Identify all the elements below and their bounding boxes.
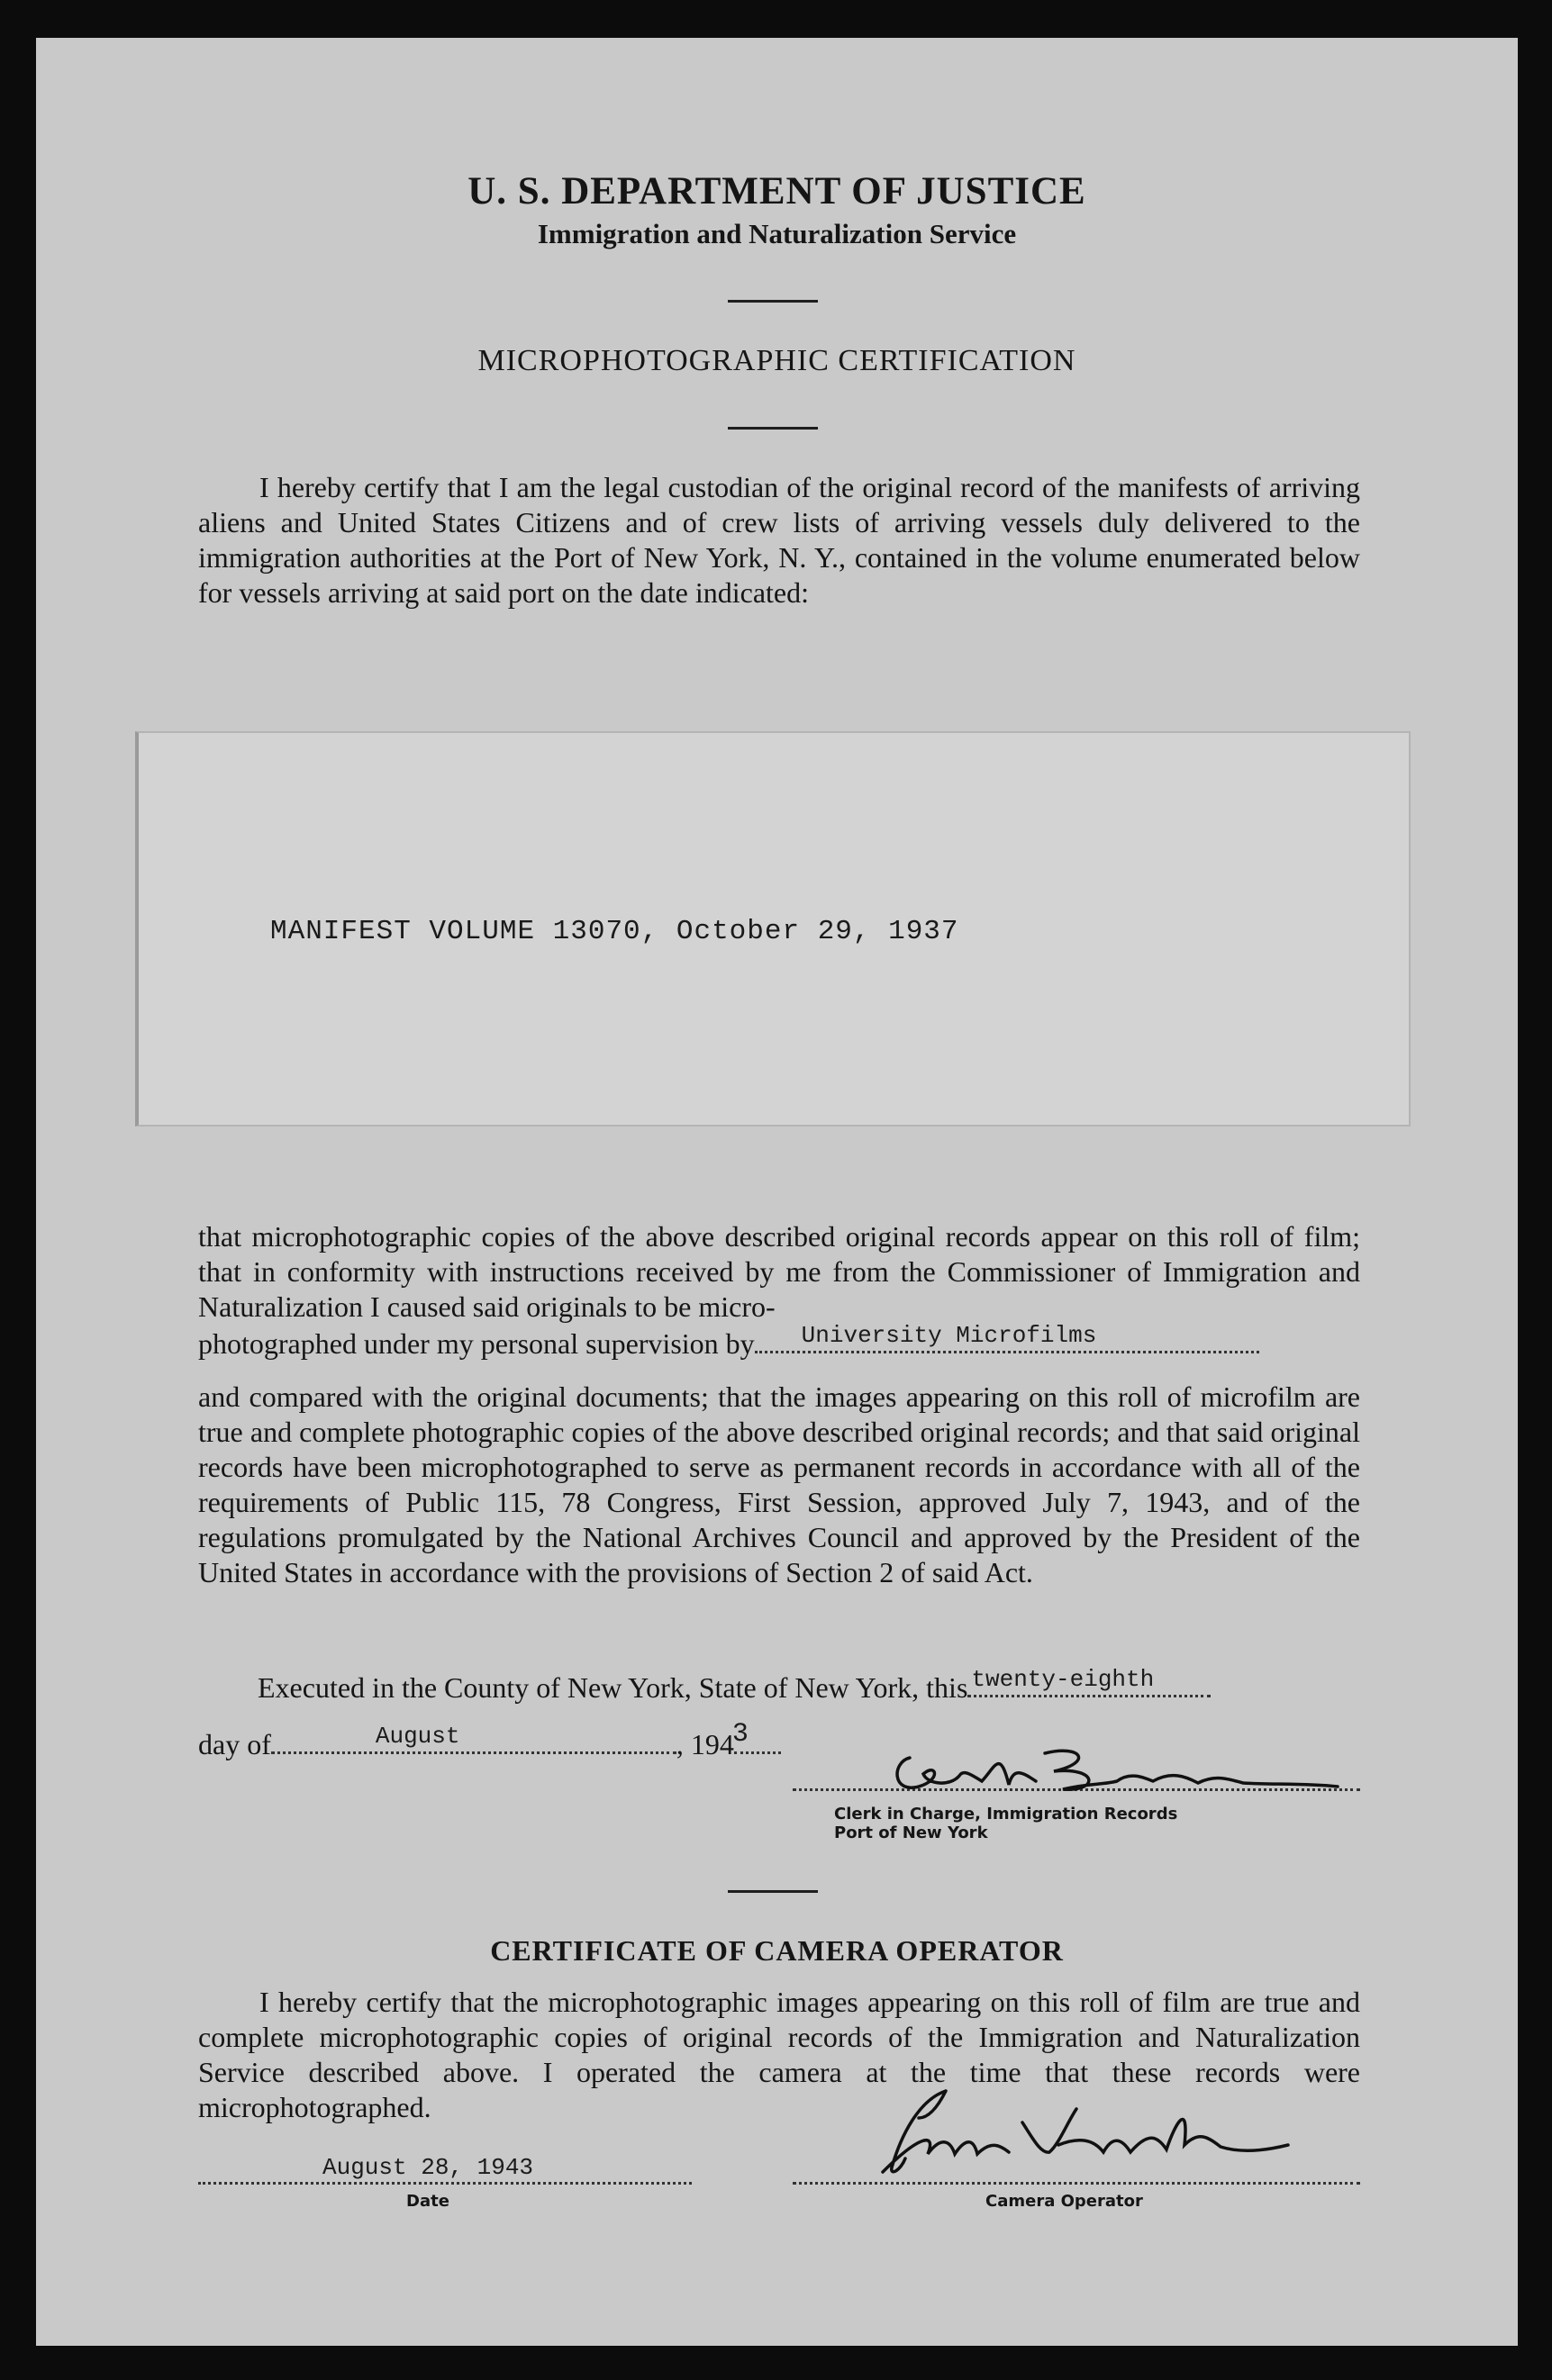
date-label: Date: [406, 2192, 449, 2211]
executed-day-field: [967, 1668, 1211, 1697]
filmer-prefix: photographed under my personal supervision by: [198, 1327, 755, 1360]
camera-date: August 28, 1943: [322, 2154, 534, 2181]
body-paragraph-2: [198, 1380, 1360, 1590]
operator-label: Camera Operator: [985, 2192, 1143, 2211]
year-digit: 3: [731, 1719, 749, 1750]
day-of-line: [198, 1719, 781, 1761]
camera-heading: CERTIFICATE OF CAMERA OPERATOR: [490, 1934, 1064, 1967]
divider-rule: [728, 1890, 818, 1893]
divider-rule: [728, 300, 818, 303]
certificate-page: [36, 38, 1518, 2346]
executed-month: August: [375, 1723, 460, 1750]
intro-text: I hereby certify that I am the legal custodian of the original record of the manifests of arriving aliens and United States Citizens and of crew lists of arriving vessels duly delivered to the immigration authorities at the Port of New York, N. Y., contained in the volume enumerated below for vessels arriving at said port on the date indicated:: [198, 471, 1360, 609]
year-prefix: , 194: [676, 1728, 734, 1760]
divider-rule: [728, 427, 818, 430]
executed-prefix: Executed in the County of New York, State of New York, this: [258, 1671, 968, 1704]
clerk-title-line2: Port of New York: [834, 1823, 988, 1842]
certification-heading: MICROPHOTOGRAPHIC CERTIFICATION: [477, 344, 1076, 377]
department-title: U. S. DEPARTMENT OF JUSTICE: [467, 170, 1086, 213]
filmer-field: [755, 1324, 1259, 1353]
date-line: [198, 2181, 692, 2185]
clerk-title: [834, 1805, 1177, 1842]
year-field: [731, 1719, 781, 1754]
intro-paragraph: [198, 470, 1360, 611]
operator-signature: [865, 2082, 1297, 2185]
day-of-label: day of: [198, 1728, 271, 1760]
filmer-name: University Microfilms: [801, 1322, 1097, 1349]
body-paragraph-1: [198, 1219, 1360, 1325]
executed-day: twenty-eighth: [971, 1666, 1155, 1693]
camera-text: I hereby certify that the microphotographic images appearing on this roll of film are true and complete microphotographic copies of original records of the Immigration and Naturalization Service described above. I operated the camera at the time that these records were microphotographed.: [198, 1986, 1360, 2123]
service-subtitle: Immigration and Naturalization Service: [537, 218, 1017, 249]
clerk-signature: [874, 1722, 1342, 1798]
body-text-1: that microphotographic copies of the above described original records appear on this roll of film; that in conformity with instructions received by me from the Commissioner of Immigration and Naturalization I caused said originals to be micro-: [198, 1220, 1360, 1323]
filmer-line: [198, 1324, 1360, 1361]
executed-line: [258, 1668, 1211, 1705]
body-text-2: and compared with the original documents; that the images appearing on this roll of microfilm are true and complete photographic copies of the above described original records; and that said original records have been microphotographed to serve as permanent records in accordance with all of the requirements of Public 115, 78 Congress, First Session, approved July 7, 1943, and of the regulations promulgated by the National Archives Council and approved by the President of the United States in accordance with the provisions of Section 2 of said Act.: [198, 1380, 1360, 1588]
month-field: [271, 1724, 676, 1754]
clerk-title-line1: Clerk in Charge, Immigration Records: [834, 1805, 1178, 1823]
manifest-volume-label: MANIFEST VOLUME 13070, October 29, 1937: [270, 916, 959, 947]
